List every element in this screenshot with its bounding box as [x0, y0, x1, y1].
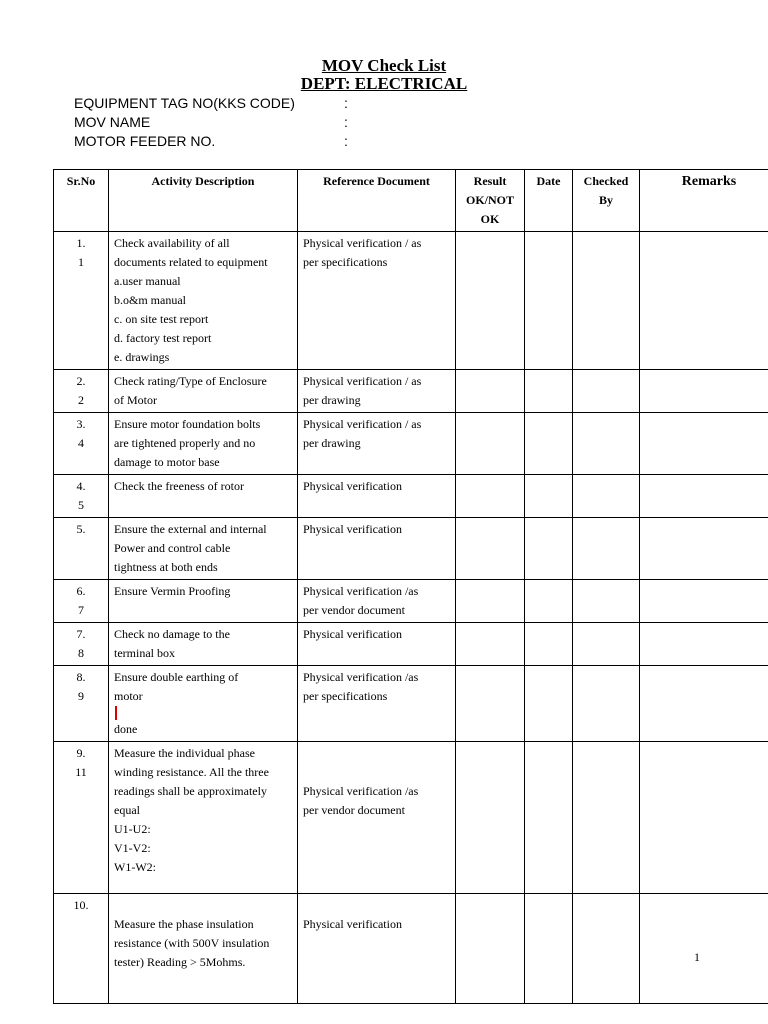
row-srno: 3. 4 [54, 413, 109, 475]
table-row [54, 232, 768, 370]
row-reference: Physical verification / as per drawing [298, 413, 456, 475]
row-date[interactable] [525, 475, 573, 518]
row-srno: 2. 2 [54, 370, 109, 413]
row-reference: Physical verification [298, 894, 456, 1004]
row-remarks[interactable] [640, 413, 768, 475]
row-activity: Ensure double earthing of motor done [109, 666, 298, 742]
row-date[interactable] [525, 623, 573, 666]
row-checked-by[interactable] [573, 666, 640, 742]
header-checked-by: Checked By [573, 170, 640, 232]
table-row [54, 742, 768, 894]
row-srno: 5. [54, 518, 109, 580]
table-row [54, 666, 768, 742]
row-reference: Physical verification / as per drawing [298, 370, 456, 413]
field-label: MOV NAME [74, 114, 151, 130]
field-label: MOTOR FEEDER NO. [74, 133, 216, 149]
row-reference: Physical verification /as per vendor document [298, 580, 456, 623]
row-result[interactable] [456, 623, 525, 666]
row-checked-by[interactable] [573, 623, 640, 666]
row-srno: 1. 1 [54, 232, 109, 370]
row-srno: 6. 7 [54, 580, 109, 623]
row-srno: 7. 8 [54, 623, 109, 666]
row-activity: Check no damage to the terminal box [109, 623, 298, 666]
row-reference: Physical verification [298, 475, 456, 518]
row-checked-by[interactable] [573, 894, 640, 1004]
field-colon: : [344, 133, 348, 149]
header-result: Result OK/NOT OK [456, 170, 525, 232]
row-date[interactable] [525, 894, 573, 1004]
row-reference: Physical verification [298, 518, 456, 580]
row-remarks[interactable] [640, 475, 768, 518]
field-label: EQUIPMENT TAG NO(KKS CODE) [74, 95, 295, 111]
row-date[interactable] [525, 413, 573, 475]
header-remarks: Remarks [640, 170, 768, 232]
row-checked-by[interactable] [573, 413, 640, 475]
table-row [54, 413, 768, 475]
row-remarks[interactable] [640, 232, 768, 370]
row-date[interactable] [525, 666, 573, 742]
row-result[interactable] [456, 894, 525, 1004]
header-srno: Sr.No [54, 170, 109, 232]
row-checked-by[interactable] [573, 232, 640, 370]
table-header-row [54, 170, 768, 232]
row-result[interactable] [456, 475, 525, 518]
page-number: 1 [694, 950, 700, 964]
row-activity: Ensure the external and internal Power and control cable tightness at both ends [109, 518, 298, 580]
row-activity: Check availability of all documents related to equipment a.user manual b.o&m manual c. on site test report d. factory test report e. drawings [109, 232, 298, 370]
row-reference: Physical verification /as per vendor document [298, 742, 456, 894]
mov-name-field [74, 114, 348, 130]
header-date: Date [525, 170, 573, 232]
field-colon: : [344, 114, 348, 130]
row-activity: Measure the phase insulation resistance (with 500V insulation tester) Reading > 5Mohms. [109, 894, 298, 1004]
row-checked-by[interactable] [573, 370, 640, 413]
row-remarks[interactable] [640, 518, 768, 580]
row-reference: Physical verification /as per specifications [298, 666, 456, 742]
row-result[interactable] [456, 232, 525, 370]
table-row [54, 894, 768, 1004]
row-checked-by[interactable] [573, 475, 640, 518]
equipment-tag-field [74, 95, 348, 111]
table-row [54, 475, 768, 518]
row-remarks[interactable] [640, 623, 768, 666]
row-remarks[interactable] [640, 894, 768, 1004]
field-colon: : [344, 95, 348, 111]
row-activity: Check rating/Type of Enclosure of Motor [109, 370, 298, 413]
row-srno: 10. [54, 894, 109, 1004]
header-reference: Reference Document [298, 170, 456, 232]
text-cursor [115, 706, 117, 720]
row-reference: Physical verification / as per specifications [298, 232, 456, 370]
checklist-rows [54, 232, 768, 1004]
row-remarks[interactable] [640, 666, 768, 742]
table-row [54, 623, 768, 666]
row-checked-by[interactable] [573, 742, 640, 894]
checklist-title: MOV Check List [321, 56, 447, 75]
row-checked-by[interactable] [573, 580, 640, 623]
table-row [54, 370, 768, 413]
row-date[interactable] [525, 370, 573, 413]
row-srno: 4. 5 [54, 475, 109, 518]
row-srno: 8. 9 [54, 666, 109, 742]
row-result[interactable] [456, 580, 525, 623]
row-activity: Measure the individual phase winding resistance. All the three readings shall be approximately equal U1-U2: V1-V2: W1-W2: [109, 742, 298, 894]
row-result[interactable] [456, 666, 525, 742]
row-date[interactable] [525, 518, 573, 580]
table-row [54, 518, 768, 580]
table-row [54, 580, 768, 623]
row-date[interactable] [525, 742, 573, 894]
row-activity: Ensure Vermin Proofing [109, 580, 298, 623]
row-remarks[interactable] [640, 370, 768, 413]
checklist-table [53, 169, 768, 1004]
row-result[interactable] [456, 518, 525, 580]
header-activity: Activity Description [109, 170, 298, 232]
row-activity: Ensure motor foundation bolts are tightened properly and no damage to motor base [109, 413, 298, 475]
row-result[interactable] [456, 742, 525, 894]
row-checked-by[interactable] [573, 518, 640, 580]
department-title: DEPT: ELECTRICAL [300, 74, 468, 93]
row-remarks[interactable] [640, 742, 768, 894]
row-result[interactable] [456, 413, 525, 475]
row-date[interactable] [525, 232, 573, 370]
row-activity: Check the freeness of rotor [109, 475, 298, 518]
row-reference: Physical verification [298, 623, 456, 666]
row-result[interactable] [456, 370, 525, 413]
row-remarks[interactable] [640, 580, 768, 623]
motor-feeder-field [74, 133, 348, 149]
row-srno: 9. 11 [54, 742, 109, 894]
row-date[interactable] [525, 580, 573, 623]
